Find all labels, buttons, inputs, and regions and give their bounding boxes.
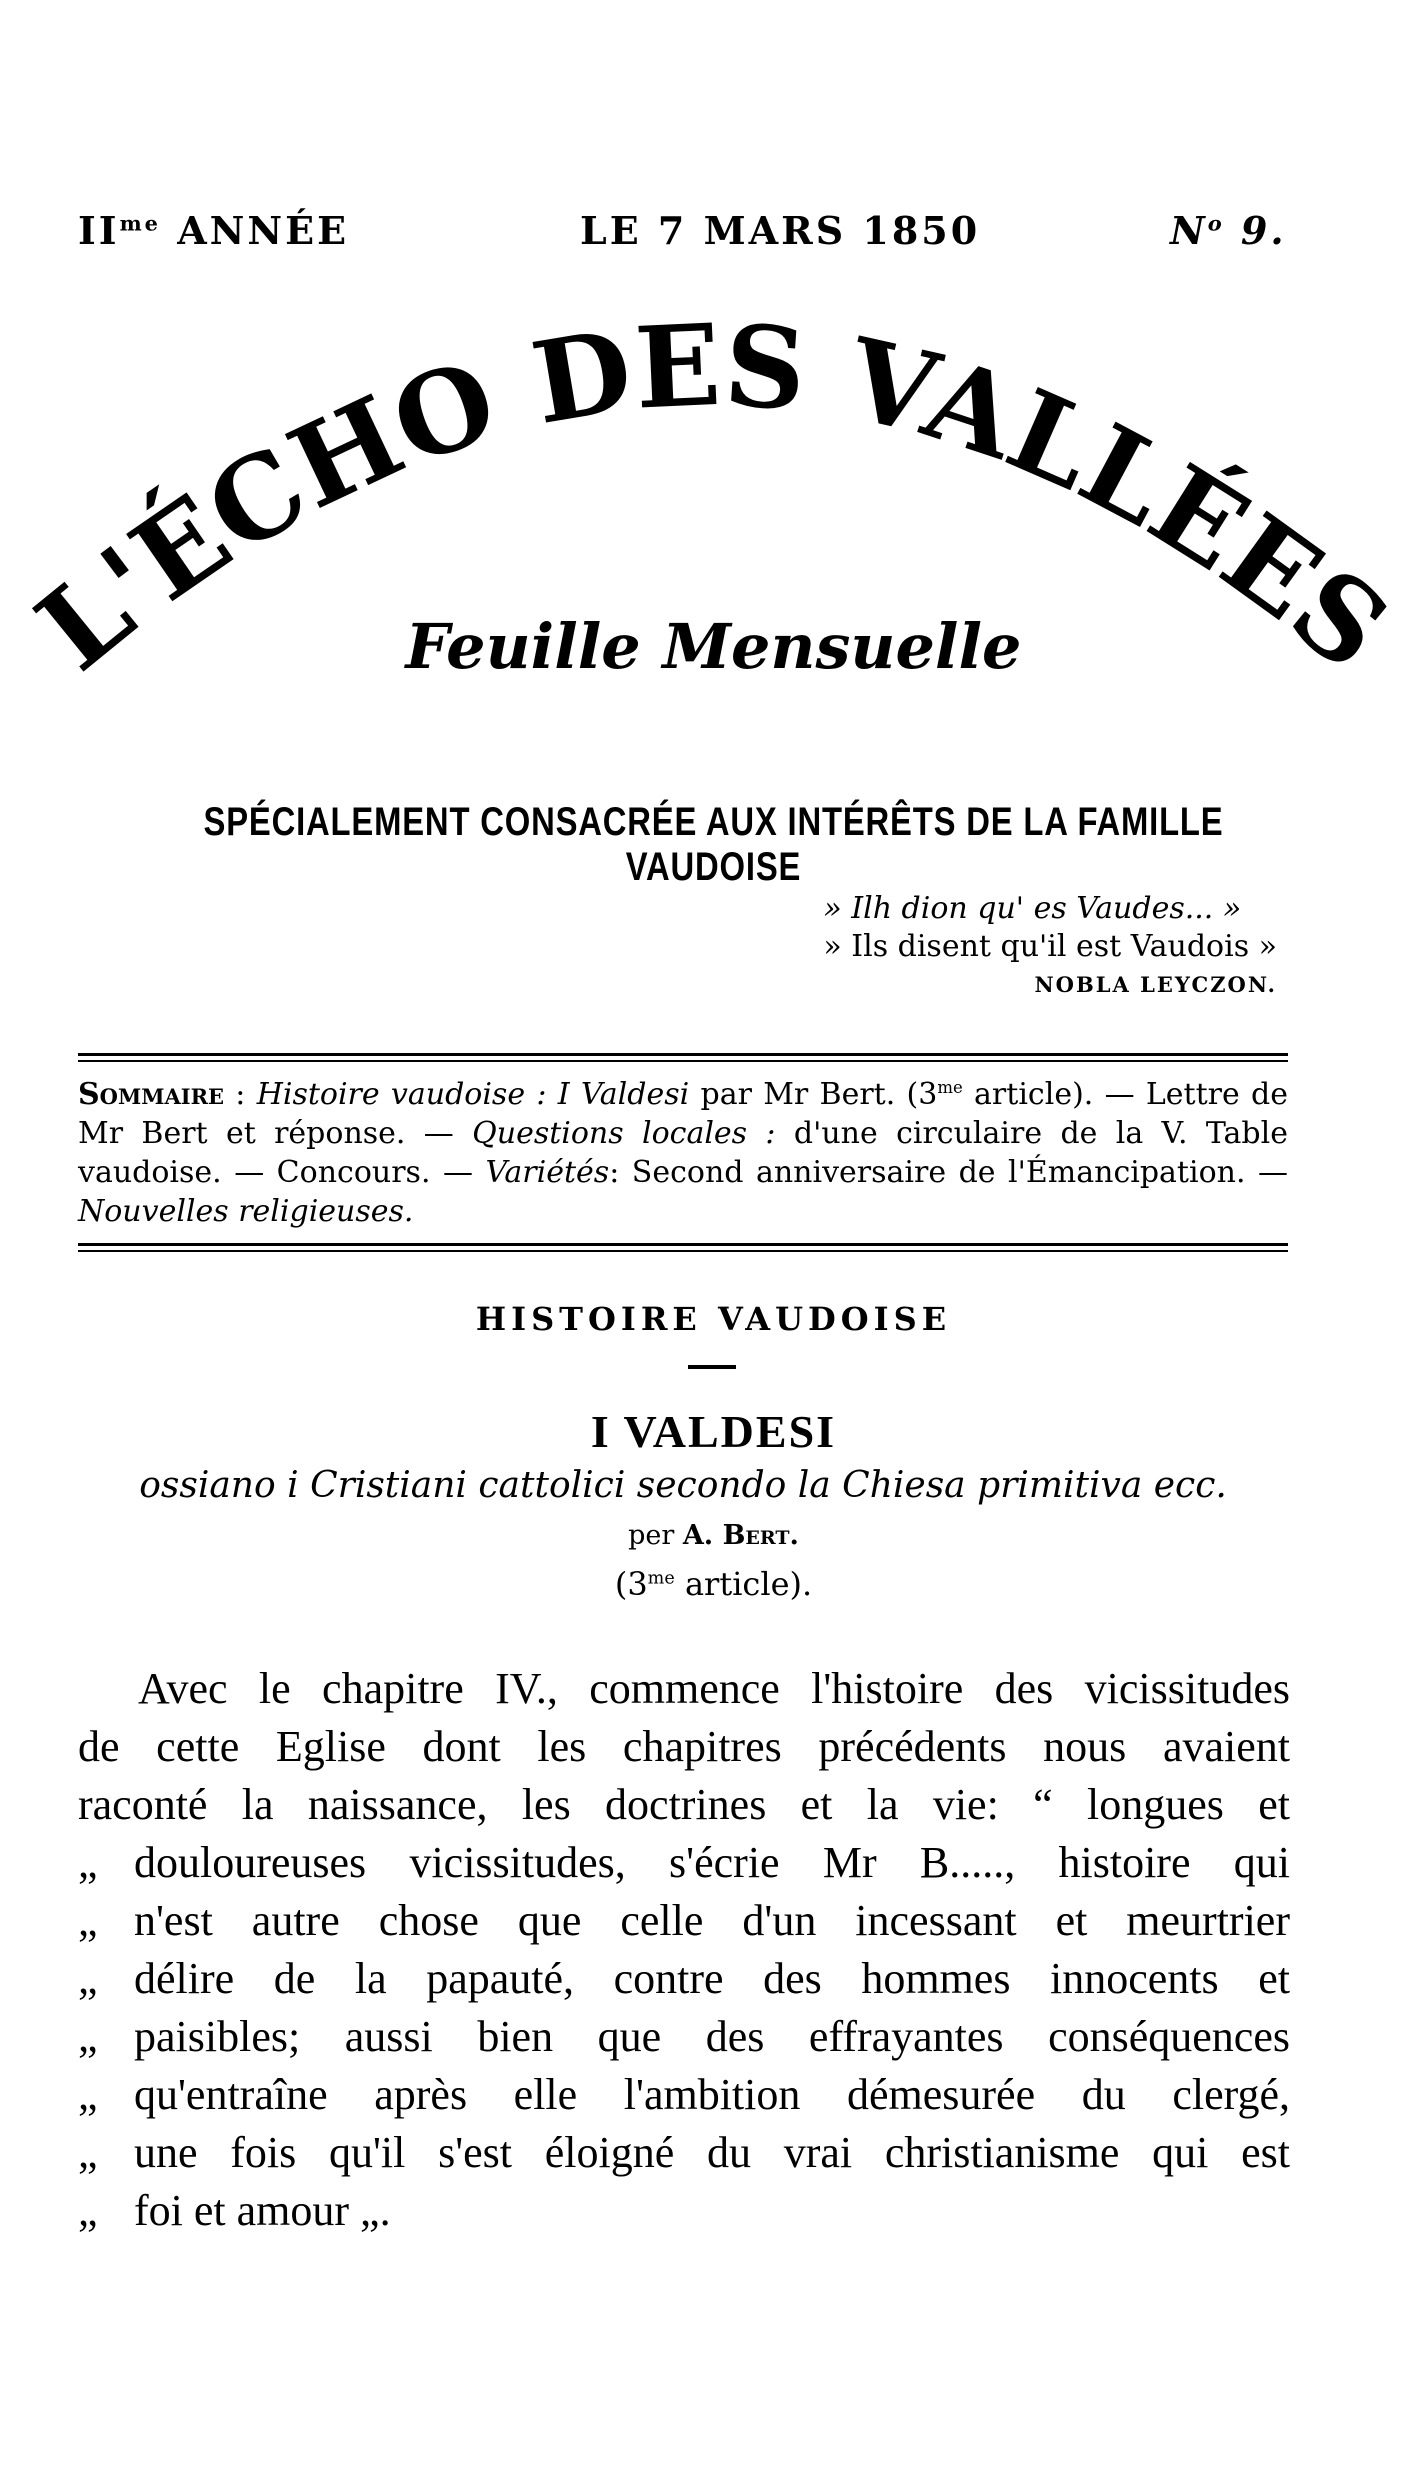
summary-text: par Mr Bert. (3 bbox=[700, 1077, 938, 1112]
summary-text: d'une circulaire de la V. Table vaudoise. — Concours. — bbox=[78, 1116, 1288, 1190]
epigraph bbox=[823, 890, 1277, 1004]
issue-date: LE 7 MARS 1850 bbox=[580, 208, 981, 253]
body-line-text: n'est autre chose que celle d'un incessant et meurtrier bbox=[134, 1896, 1290, 1945]
tagline: SPÉCIALEMENT CONSACRÉE AUX INTÉRÊTS DE LA FAMILLE VAUDOISE bbox=[203, 800, 1224, 889]
issue-year: $II^{me}$ ANNÉE bbox=[78, 208, 350, 253]
divider-rule bbox=[78, 1243, 1288, 1246]
summary-item: Questions locales : bbox=[472, 1116, 776, 1151]
section-heading: HISTOIRE VAUDOISE bbox=[475, 1300, 952, 1338]
summary-item: Nouvelles religieuses. bbox=[78, 1194, 414, 1229]
article-subtitle: ossiano i Cristiani cattolici secondo la Chiesa primitiva ecc. bbox=[139, 1465, 1227, 1506]
article-title: I VALDESI bbox=[590, 1406, 837, 1457]
masthead-title-text: L'ÉCHO DES VALLÉES bbox=[13, 299, 1413, 696]
body-line bbox=[78, 1718, 1290, 1776]
body-line-text: de cette Eglise dont les chapitres précédents nous avaient bbox=[78, 1722, 1290, 1771]
body-line bbox=[78, 1776, 1290, 1834]
summary: Sommaire : Histoire vaudoise : I Valdesi par Mr Bert. ($3^{me}$ article). — Lettre de Mr Bert et réponse. — Questions locales : d'une circulaire de la V. Table vaudoise. — Concours. — Variétés: Second anniversaire de l'Émancipation. — Nouvelles religieuses. bbox=[78, 1077, 1288, 1229]
summary-text: me bbox=[937, 1078, 963, 1097]
body-line bbox=[78, 2008, 1290, 2066]
quote-mark: „ bbox=[78, 1838, 98, 1887]
body-line bbox=[78, 1892, 1290, 1950]
epigraph-line-1: » Ilh dion qu' es Vaudes... » bbox=[823, 891, 1242, 926]
body-line bbox=[78, 2066, 1290, 2124]
body-line bbox=[78, 2124, 1290, 2182]
body-line bbox=[78, 1950, 1290, 2008]
quote-mark: „ bbox=[78, 2012, 98, 2061]
quote-mark: „ bbox=[78, 1954, 98, 2003]
divider-rule bbox=[78, 1250, 1288, 1252]
body-line bbox=[78, 1834, 1290, 1892]
summary-text: article). — Lettre de Mr Bert et réponse. — bbox=[78, 1077, 1288, 1151]
body-line-text: raconté la naissance, les doctrines et la vie: “ longues et bbox=[78, 1780, 1290, 1829]
article-part bbox=[0, 1565, 1427, 1603]
summary-label: Sommaire bbox=[78, 1077, 225, 1112]
heading-dash bbox=[688, 1365, 736, 1369]
body-line bbox=[78, 2182, 1290, 2240]
divider-rule bbox=[78, 1053, 1288, 1056]
summary-item: Histoire vaudoise : bbox=[256, 1077, 547, 1112]
masthead-subtitle: Feuille Mensuelle bbox=[405, 610, 1022, 683]
epigraph-line-2: » Ils disent qu'il est Vaudois » bbox=[823, 929, 1277, 964]
summary-text: : Second anniversaire de l'Émancipation. — bbox=[609, 1155, 1288, 1190]
body-line bbox=[78, 1660, 1290, 1718]
body-line-text: paisibles; aussi bien que des effrayantes conséquences bbox=[134, 2012, 1290, 2061]
summary-item: Variétés bbox=[485, 1155, 610, 1190]
epigraph-source: NOBLA LEYCZON. bbox=[1034, 972, 1277, 997]
quote-mark: „ bbox=[78, 2128, 98, 2177]
body-line-text: qu'entraîne après elle l'ambition démesurée du clergé, bbox=[134, 2070, 1290, 2119]
quote-mark: „ bbox=[78, 2186, 98, 2235]
body-line-text: délire de la papauté, contre des hommes innocents et bbox=[134, 1954, 1290, 2003]
body-line-text: douloureuses vicissitudes, s'écrie Mr B....., histoire qui bbox=[134, 1838, 1290, 1887]
body-line-text: foi et amour „. bbox=[134, 2186, 391, 2235]
divider-rule bbox=[78, 1060, 1288, 1062]
part-sup: me bbox=[647, 1568, 675, 1589]
issue-number: $N^o$ 9. bbox=[1170, 208, 1287, 253]
author-name: A. Bert. bbox=[682, 1520, 799, 1551]
quote-mark: „ bbox=[78, 1896, 98, 1945]
quote-mark: „ bbox=[78, 2070, 98, 2119]
summary-item: I Valdesi bbox=[557, 1077, 690, 1112]
part-open: (3 bbox=[614, 1565, 648, 1603]
body-line-text: une fois qu'il s'est éloigné du vrai christianisme qui est bbox=[134, 2128, 1290, 2177]
body-line-text: Avec le chapitre IV., commence l'histoire des vicissitudes bbox=[138, 1664, 1290, 1713]
article-body bbox=[78, 1660, 1290, 2240]
part-close: article). bbox=[684, 1565, 813, 1603]
article-author bbox=[0, 1520, 1427, 1551]
author-prefix: per bbox=[628, 1520, 675, 1551]
